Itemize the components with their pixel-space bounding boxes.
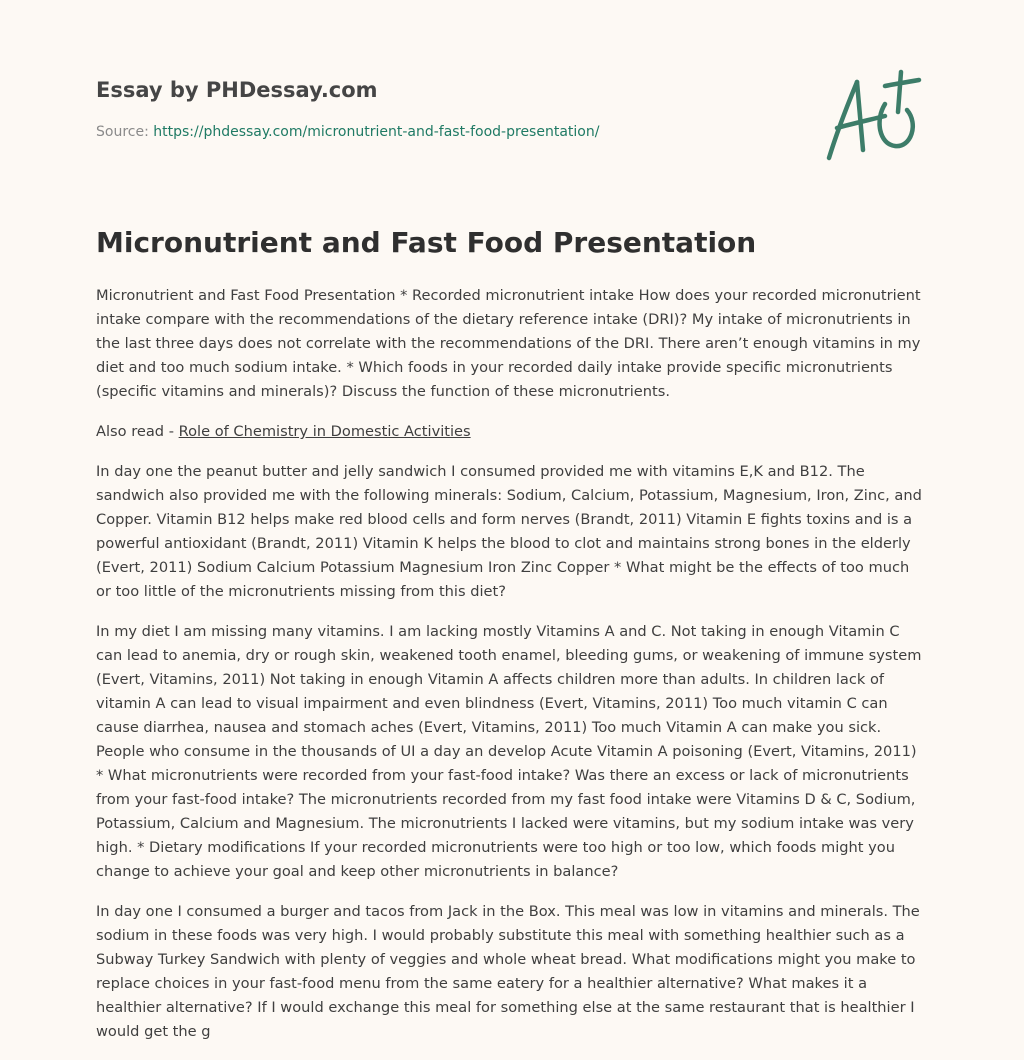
source-link[interactable]: https://phdessay.com/micronutrient-and-fast-food-presentation/ xyxy=(153,124,600,140)
a-plus-logo-icon xyxy=(823,66,923,166)
site-title: Essay by PHDessay.com xyxy=(96,78,378,102)
essay-paragraph-3: In my diet I am missing many vitamins. I am lacking mostly Vitamins A and C. Not taking in enough Vitamin C can lead to anemia, dry or rough skin, weakened tooth enamel, bleeding gums, or weakening of immune system (Evert, Vitamins, 2011) Not taking in enough Vitamin A affects children more than adults. In children lack of vitamin A can lead to visual impairment and even blindness (Evert, Vitamins, 2011) Too much vitamin C can cause diarrhea, nausea and stomach aches (Evert, Vitamins, 2011) Too much Vitamin A can make you sick. People who consume in the thousands of UI a day an develop Acute Vitamin A poisoning (Evert, Vitamins, 2011) * What micronutrients were recorded from your fast-food intake? Was there an excess or lack of micronutrients from your fast-food intake? The micronutrients recorded from my fast food intake were Vitamins D & C, Sodium, Potassium, Calcium and Magnesium. The micronutrients I lacked were vitamins, but my sodium intake was very high. * Dietary modifications If your recorded micronutrients were too high or too low, which foods might you change to achieve your goal and keep other micronutrients in balance? xyxy=(96,623,922,880)
essay-paragraph-2: In day one the peanut butter and jelly sandwich I consumed provided me with vitamins E,K and B12. The sandwich also provided me with the following minerals: Sodium, Calcium, Potassium, Magnesium, Iron, Zinc, and Copper. Vitamin B12 helps make red blood cells and form nerves (Brandt, 2011) Vitamin E fights toxins and is a powerful antioxidant (Brandt, 2011) Vitamin K helps the blood to clot and maintains strong bones in the elderly (Evert, 2011) Sodium Calcium Potassium Magnesium Iron Zinc Copper * What might be the effects of too much or too little of the micronutrients missing from this diet? xyxy=(96,463,922,600)
page xyxy=(96,0,928,1040)
source-label: Source: xyxy=(96,124,149,140)
essay-paragraph-4: In day one I consumed a burger and tacos from Jack in the Box. This meal was low in vitamins and minerals. The sodium in these foods was very high. I would probably substitute this meal with something healthier such as a Subway Turkey Sandwich with plenty of veggies and whole wheat bread. What modifications might you make to replace choices in your fast-food menu from the same eatery for a healthier alternative? What makes it a healthier alternative? If I would exchange this meal for something else at the same restaurant that is healthier I would get the g xyxy=(96,903,920,1040)
essay-title: Micronutrient and Fast Food Presentation xyxy=(96,226,757,259)
also-read-link[interactable]: Role of Chemistry in Domestic Activities xyxy=(178,423,471,440)
source-line xyxy=(96,124,599,140)
also-read-prefix: Also read - xyxy=(96,423,179,440)
essay-paragraph-1: Micronutrient and Fast Food Presentation * Recorded micronutrient intake How does your recorded micronutrient intake compare with the recommendations of the dietary reference intake (DRI)? My intake of micronutrients in the last three days does not correlate with the recommendations of the DRI. There aren’t enough vitamins in my diet and too much sodium intake. * Which foods in your recorded daily intake provide specific micronutrients (specific vitamins and minerals)? Discuss the function of these micronutrients. xyxy=(96,287,921,400)
also-read xyxy=(96,420,928,444)
essay-body xyxy=(96,284,928,1060)
header xyxy=(96,0,928,190)
